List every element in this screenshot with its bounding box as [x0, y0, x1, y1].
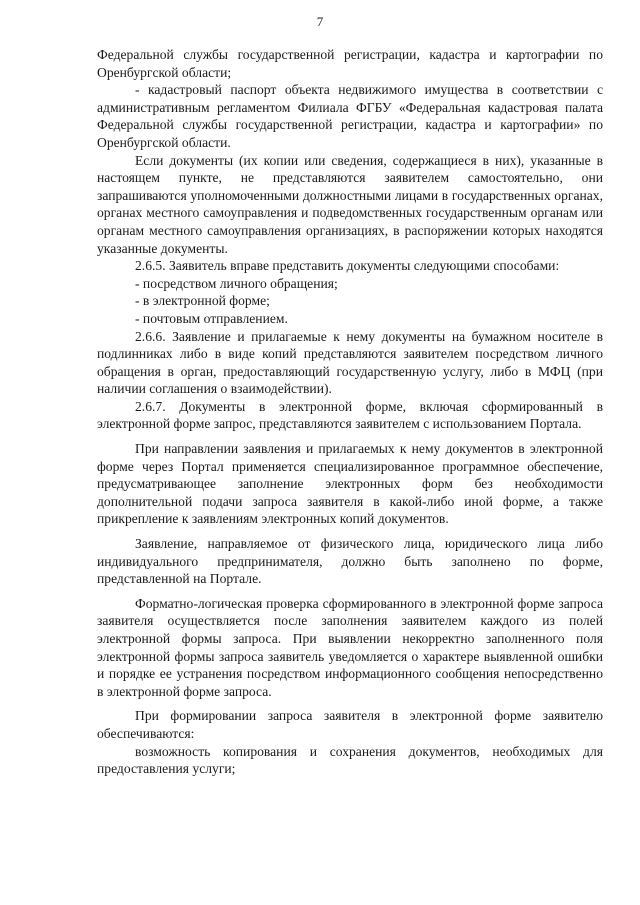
paragraph: 2.6.5. Заявитель вправе представить документы следующими способами:	[135, 258, 560, 274]
page-number: 7	[316, 14, 324, 29]
paragraph: При формировании запроса заявителя в электронной форме заявителю обеспечиваются:	[97, 708, 603, 741]
list-item: - посредством личного обращения;	[135, 275, 338, 291]
paragraph: Заявление, направляемое от физического лица, юридического лица либо индивидуального предпринимателя, должно быть заполнено по форме, представленной на Портале.	[97, 536, 603, 587]
paragraph: возможность копирования и сохранения документов, необходимых для предоставления услуги;	[97, 743, 603, 777]
paragraph: 2.6.6. Заявление и прилагаемые к нему документы на бумажном носителе в подлинниках либо в виде копий представляются заявителем посредством личного обращения в орган, предоставляющий государственную услугу, либо в МФЦ (при наличии соглашения о взаимодействии).	[97, 328, 603, 397]
document-body	[97, 46, 603, 778]
paragraph: Если документы (их копии или сведения, содержащиеся в них), указанные в настоящем пункте, не представляются заявителем самостоятельно, они запрашиваются уполномоченными должностными лицами в государственных органах, органах местного самоуправления и подведомственных государственным органам или органам местного самоуправления организациях, в распоряжении которых находятся указанные документы.	[97, 152, 603, 256]
paragraph: - кадастровый паспорт объекта недвижимого имущества в соответствии с административным регламентом Филиала ФГБУ «Федеральная кадастровая палата Федеральной службы государственной регистрации, кадастра и картографии» по Оренбургской области.	[97, 82, 603, 150]
paragraph: Форматно-логическая проверка сформированного в электронной форме запроса заявителя осуществляется после заполнения заявителем каждого из полей электронной формы запроса. При выявлении некорректно заполненного поля электронной формы запроса заявитель уведомляется о характере выявленной ошибки и порядке ее устранения посредством информационного сообщения непосредственно в электронной форме запроса.	[97, 595, 603, 699]
paragraph: 2.6.7. Документы в электронной форме, включая сформированный в электронной форме запрос, представляются заявителем с использованием Портала.	[97, 398, 603, 432]
paragraph: Федеральной службы государственной регистрации, кадастра и картографии по Оренбургской области;	[97, 47, 603, 80]
paragraph: При направлении заявления и прилагаемых к нему документов в электронной форме через Портал применяется специализированное программное обеспечение, предусматривающее заполнение электронных форм без необходимости дополнительной подачи запроса заявителя в какой-либо иной форме, а также прикрепление к заявлениям электронных копий документов.	[97, 441, 603, 527]
list-item: - в электронной форме;	[135, 293, 270, 309]
list-item: - почтовым отправлением.	[135, 310, 288, 326]
